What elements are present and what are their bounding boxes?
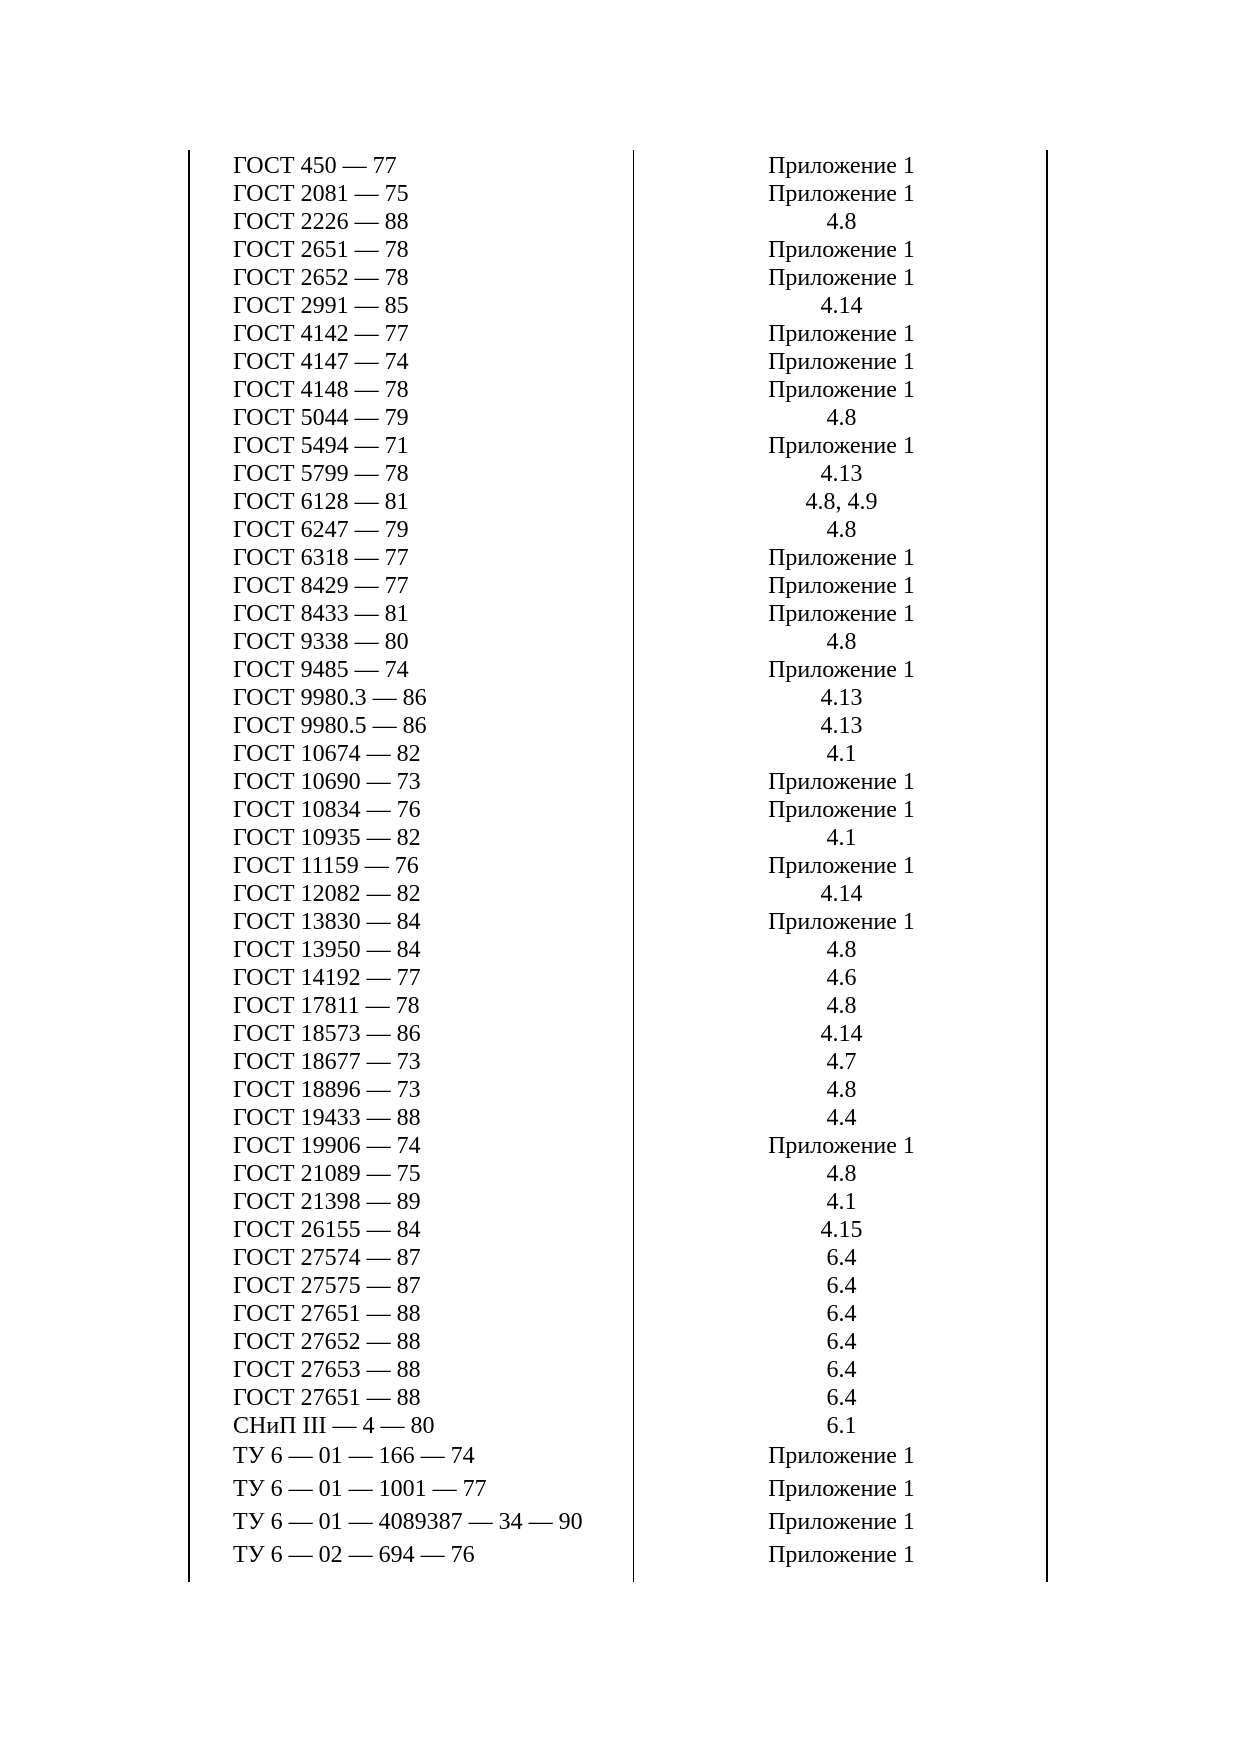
section-reference: Приложение 1 bbox=[768, 909, 915, 935]
document-designation: ГОСТ 5044 — 79 bbox=[233, 405, 409, 431]
table-row bbox=[190, 320, 1046, 348]
document-designation: ГОСТ 18573 — 86 bbox=[233, 1021, 421, 1047]
table-row bbox=[190, 852, 1046, 880]
document-designation: ГОСТ 8433 — 81 bbox=[233, 601, 409, 627]
document-designation: ГОСТ 27574 — 87 bbox=[233, 1245, 421, 1271]
document-designation: ГОСТ 11159 — 76 bbox=[233, 853, 419, 879]
section-reference: 4.13 bbox=[820, 713, 863, 739]
document-designation: ГОСТ 14192 — 77 bbox=[233, 965, 421, 991]
section-reference: 4.15 bbox=[820, 1217, 863, 1243]
document-designation: ГОСТ 6128 — 81 bbox=[233, 489, 409, 515]
section-reference: Приложение 1 bbox=[768, 853, 915, 879]
document-designation: ГОСТ 18896 — 73 bbox=[233, 1077, 421, 1103]
table-row bbox=[190, 1104, 1046, 1132]
section-reference: Приложение 1 bbox=[768, 1443, 915, 1469]
table-row bbox=[190, 628, 1046, 656]
table-row bbox=[190, 936, 1046, 964]
section-reference: 4.8 bbox=[826, 517, 857, 543]
table-row bbox=[190, 1132, 1046, 1160]
section-reference: Приложение 1 bbox=[768, 545, 915, 571]
document-designation: ГОСТ 9338 — 80 bbox=[233, 629, 409, 655]
document-designation: ГОСТ 9980.3 — 86 bbox=[233, 685, 427, 711]
section-reference: 4.8 bbox=[826, 405, 857, 431]
table-row bbox=[190, 1539, 1046, 1572]
document-designation: ГОСТ 10834 — 76 bbox=[233, 797, 421, 823]
table-row bbox=[190, 292, 1046, 320]
document-designation: ГОСТ 26155 — 84 bbox=[233, 1217, 421, 1243]
document-designation: ГОСТ 6247 — 79 bbox=[233, 517, 409, 543]
document-designation: ГОСТ 4147 — 74 bbox=[233, 349, 409, 375]
table-row bbox=[190, 208, 1046, 236]
section-reference: Приложение 1 bbox=[768, 1542, 915, 1568]
section-reference: 4.14 bbox=[820, 293, 863, 319]
section-reference: 4.8 bbox=[826, 1161, 857, 1187]
document-designation: ГОСТ 21398 — 89 bbox=[233, 1189, 421, 1215]
section-reference: Приложение 1 bbox=[768, 1509, 915, 1535]
section-reference: 4.1 bbox=[826, 1189, 857, 1215]
section-reference: Приложение 1 bbox=[768, 657, 915, 683]
document-designation: ГОСТ 27652 — 88 bbox=[233, 1329, 421, 1355]
section-reference: 4.1 bbox=[826, 741, 857, 767]
document-designation: ГОСТ 13830 — 84 bbox=[233, 909, 421, 935]
document-designation: ГОСТ 10690 — 73 bbox=[233, 769, 421, 795]
document-designation: ТУ 6 — 01 — 166 — 74 bbox=[233, 1443, 475, 1469]
section-reference: 6.4 bbox=[826, 1301, 857, 1327]
section-reference: Приложение 1 bbox=[768, 349, 915, 375]
table-row bbox=[190, 152, 1046, 180]
table-row bbox=[190, 460, 1046, 488]
section-reference: 4.14 bbox=[820, 881, 863, 907]
table-row bbox=[190, 348, 1046, 376]
document-designation: ГОСТ 9485 — 74 bbox=[233, 657, 409, 683]
section-reference: Приложение 1 bbox=[768, 1476, 915, 1502]
table-row bbox=[190, 432, 1046, 460]
document-designation: ГОСТ 4148 — 78 bbox=[233, 377, 409, 403]
document-designation: ГОСТ 5799 — 78 bbox=[233, 461, 409, 487]
table-row bbox=[190, 180, 1046, 208]
section-reference: Приложение 1 bbox=[768, 237, 915, 263]
section-reference: 4.6 bbox=[826, 965, 857, 991]
document-designation: ГОСТ 27651 — 88 bbox=[233, 1301, 421, 1327]
section-reference: 4.8 bbox=[826, 629, 857, 655]
table-row bbox=[190, 1188, 1046, 1216]
table-row bbox=[190, 824, 1046, 852]
document-designation: ГОСТ 12082 — 82 bbox=[233, 881, 421, 907]
document-designation: ГОСТ 2081 — 75 bbox=[233, 181, 409, 207]
section-reference: Приложение 1 bbox=[768, 321, 915, 347]
table-row bbox=[190, 880, 1046, 908]
section-reference: Приложение 1 bbox=[768, 433, 915, 459]
document-designation: ГОСТ 19433 — 88 bbox=[233, 1105, 421, 1131]
document-designation: ГОСТ 17811 — 78 bbox=[233, 993, 420, 1019]
table-row bbox=[190, 1216, 1046, 1244]
document-designation: ТУ 6 — 01 — 4089387 — 34 — 90 bbox=[233, 1509, 583, 1535]
document-designation: ГОСТ 18677 — 73 bbox=[233, 1049, 421, 1075]
table-row bbox=[190, 1244, 1046, 1272]
table-row bbox=[190, 684, 1046, 712]
section-reference: 4.8, 4.9 bbox=[805, 489, 878, 515]
section-reference: Приложение 1 bbox=[768, 265, 915, 291]
table-row bbox=[190, 264, 1046, 292]
table-row bbox=[190, 544, 1046, 572]
table-row bbox=[190, 404, 1046, 432]
section-reference: 6.4 bbox=[826, 1357, 857, 1383]
section-reference: 6.4 bbox=[826, 1273, 857, 1299]
section-reference: Приложение 1 bbox=[768, 573, 915, 599]
document-designation: ГОСТ 27575 — 87 bbox=[233, 1273, 421, 1299]
document-designation: ГОСТ 6318 — 77 bbox=[233, 545, 409, 571]
table-row bbox=[190, 1412, 1046, 1440]
document-designation: СНиП III — 4 — 80 bbox=[233, 1413, 435, 1439]
section-reference: Приложение 1 bbox=[768, 1133, 915, 1159]
document-designation: ГОСТ 2226 — 88 bbox=[233, 209, 409, 235]
section-reference: Приложение 1 bbox=[768, 769, 915, 795]
document-designation: ГОСТ 450 — 77 bbox=[233, 153, 397, 179]
section-reference: 4.8 bbox=[826, 937, 857, 963]
section-reference: Приложение 1 bbox=[768, 601, 915, 627]
section-reference: 4.8 bbox=[826, 209, 857, 235]
table-row bbox=[190, 992, 1046, 1020]
document-designation: ТУ 6 — 02 — 694 — 76 bbox=[233, 1542, 475, 1568]
table-row bbox=[190, 1048, 1046, 1076]
document-designation: ГОСТ 13950 — 84 bbox=[233, 937, 421, 963]
table-row bbox=[190, 908, 1046, 936]
reference-table bbox=[188, 150, 1048, 1582]
section-reference: 4.8 bbox=[826, 1077, 857, 1103]
section-reference: 6.4 bbox=[826, 1385, 857, 1411]
document-designation: ТУ 6 — 01 — 1001 — 77 bbox=[233, 1476, 487, 1502]
table-row bbox=[190, 1384, 1046, 1412]
section-reference: 4.13 bbox=[820, 461, 863, 487]
table-row bbox=[190, 1440, 1046, 1473]
table-row bbox=[190, 1328, 1046, 1356]
table-row bbox=[190, 1506, 1046, 1539]
section-reference: 4.14 bbox=[820, 1021, 863, 1047]
table-row bbox=[190, 236, 1046, 264]
table-row bbox=[190, 1300, 1046, 1328]
document-designation: ГОСТ 2651 — 78 bbox=[233, 237, 409, 263]
document-designation: ГОСТ 8429 — 77 bbox=[233, 573, 409, 599]
section-reference: Приложение 1 bbox=[768, 377, 915, 403]
table-row bbox=[190, 376, 1046, 404]
document-designation: ГОСТ 5494 — 71 bbox=[233, 433, 409, 459]
table-row bbox=[190, 768, 1046, 796]
table-row bbox=[190, 516, 1046, 544]
table-row bbox=[190, 1020, 1046, 1048]
table-row bbox=[190, 740, 1046, 768]
document-designation: ГОСТ 19906 — 74 bbox=[233, 1133, 421, 1159]
document-designation: ГОСТ 27653 — 88 bbox=[233, 1357, 421, 1383]
table-row bbox=[190, 1076, 1046, 1104]
section-reference: Приложение 1 bbox=[768, 153, 915, 179]
document-designation: ГОСТ 21089 — 75 bbox=[233, 1161, 421, 1187]
section-reference: 6.4 bbox=[826, 1329, 857, 1355]
section-reference: 4.8 bbox=[826, 993, 857, 1019]
table-row bbox=[190, 1356, 1046, 1384]
document-designation: ГОСТ 10674 — 82 bbox=[233, 741, 421, 767]
section-reference: Приложение 1 bbox=[768, 181, 915, 207]
section-reference: Приложение 1 bbox=[768, 797, 915, 823]
table-row bbox=[190, 796, 1046, 824]
document-designation: ГОСТ 2652 — 78 bbox=[233, 265, 409, 291]
table-row bbox=[190, 600, 1046, 628]
table-row bbox=[190, 488, 1046, 516]
table-row bbox=[190, 1272, 1046, 1300]
section-reference: 4.1 bbox=[826, 825, 857, 851]
section-reference: 4.13 bbox=[820, 685, 863, 711]
table-body bbox=[190, 152, 1046, 1572]
section-reference: 6.1 bbox=[826, 1413, 857, 1439]
document-designation: ГОСТ 9980.5 — 86 bbox=[233, 713, 427, 739]
table-row bbox=[190, 712, 1046, 740]
table-row bbox=[190, 964, 1046, 992]
section-reference: 4.4 bbox=[826, 1105, 857, 1131]
document-designation: ГОСТ 10935 — 82 bbox=[233, 825, 421, 851]
table-row bbox=[190, 1160, 1046, 1188]
table-row bbox=[190, 1473, 1046, 1506]
document-designation: ГОСТ 4142 — 77 bbox=[233, 321, 409, 347]
document-designation: ГОСТ 27651 — 88 bbox=[233, 1385, 421, 1411]
table-row bbox=[190, 572, 1046, 600]
section-reference: 4.7 bbox=[826, 1049, 857, 1075]
section-reference: 6.4 bbox=[826, 1245, 857, 1271]
table-row bbox=[190, 656, 1046, 684]
document-designation: ГОСТ 2991 — 85 bbox=[233, 293, 409, 319]
